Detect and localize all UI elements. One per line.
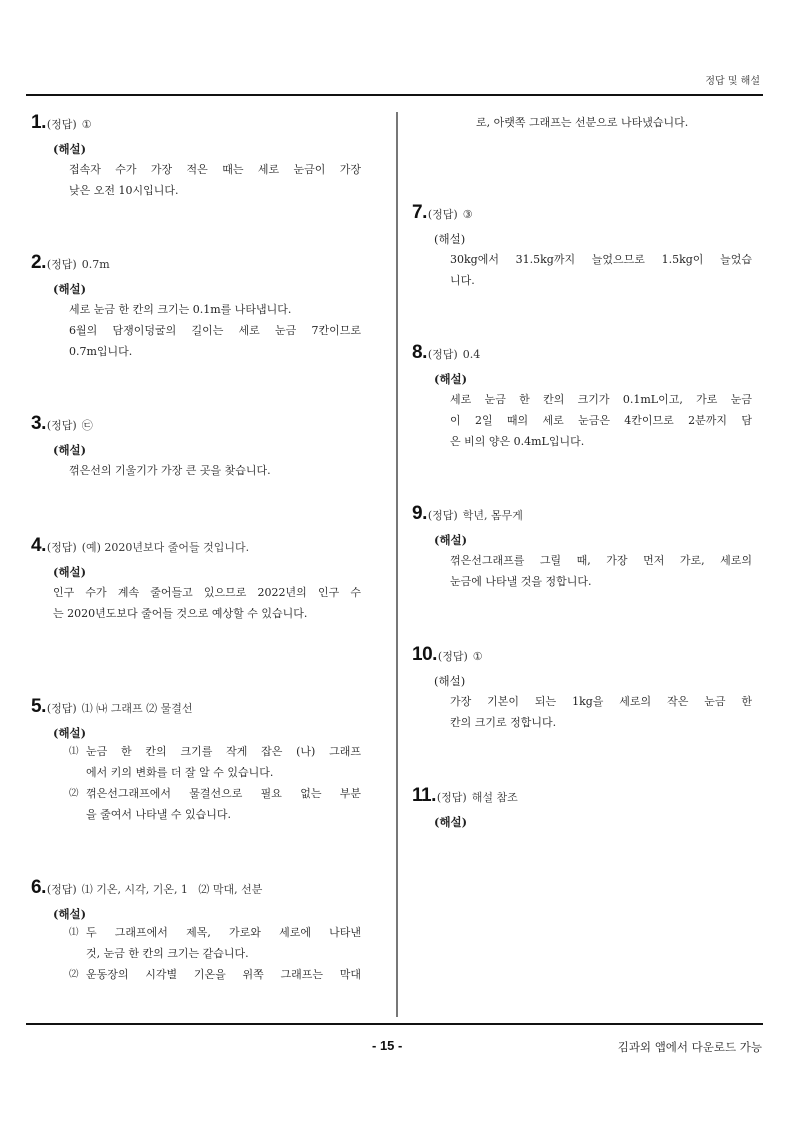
answer-label: (정답) (427, 208, 458, 221)
answer-label: (정답) (436, 791, 467, 804)
answer-label: (정답) (46, 541, 77, 554)
question-number: 6. (31, 877, 46, 898)
answer-value: ③ (462, 208, 473, 221)
explanation-item: ⑵ 운동장의 시각별 기온을 위쪽 그래프는 막대 (69, 968, 361, 981)
answer-label: (정답) (46, 118, 77, 131)
answer-label: (정답) (46, 702, 77, 715)
question-6-continuation (476, 112, 766, 133)
answer-value: 0.7m (81, 258, 110, 271)
explanation-text: 인구 수가 계속 줄어들고 있으므로 2022년의 인구 수 는 2020년도보다 줄어들 것으로 예상할 수 있습니다. (53, 586, 361, 620)
question-6 (31, 877, 361, 985)
question-1 (31, 112, 361, 201)
answer-value: 해설 참조 (471, 791, 518, 804)
answer-label: (정답) (46, 258, 77, 271)
explanation-label: (해설) (53, 907, 87, 921)
explanation-text: 가장 기본이 되는 1kg을 세로의 작은 눈금 한 칸의 크기로 정합니다. (450, 695, 752, 729)
question-9 (412, 503, 752, 592)
explanation-text: 꺾은선그래프를 그릴 때, 가장 먼저 가로, 세로의 눈금에 나타낼 것을 정합니다. (450, 554, 752, 588)
explanation-item: ⑴ 두 그래프에서 제목, 가로와 세로에 나타낸 것, 눈금 한 칸의 크기는 같습니다. (69, 926, 361, 960)
explanation-label: (해설) (434, 533, 468, 547)
question-number: 10. (412, 644, 437, 665)
answer-value: 학년, 몸무게 (462, 509, 523, 522)
answer-label: (정답) (437, 650, 468, 663)
footer-note: 김과외 앱에서 다운로드 가능 (617, 1040, 762, 1054)
question-7 (412, 202, 752, 291)
header-title: 정답 및 해설 (705, 76, 760, 87)
answer-label: (정답) (46, 419, 77, 432)
explanation-text: 세로 눈금 한 칸의 크기가 0.1mL이고, 가로 눈금 이 2일 때의 세로 눈금은 4칸이므로 2분까지 담 은 비의 양은 0.4mL입니다. (450, 393, 752, 448)
explanation-item: ⑴ 눈금 한 칸의 크기를 작게 잡은 (나) 그래프 에서 키의 변화를 더 잘 알 수 있습니다. (69, 745, 361, 779)
answer-label: (정답) (427, 509, 458, 522)
explanation-label: (해설) (434, 815, 468, 829)
question-number: 8. (412, 342, 427, 363)
explanation-text: 꺾은선의 기울기가 가장 큰 곳을 찾습니다. (69, 464, 271, 477)
explanation-item: ⑵ 꺾은선그래프에서 물결선으로 필요 없는 부분 을 줄여서 나타낼 수 있습니다. (69, 787, 361, 821)
question-number: 7. (412, 202, 427, 223)
question-number: 5. (31, 696, 46, 717)
question-8 (412, 342, 752, 452)
explanation-label: (해설) (434, 372, 468, 386)
column-divider (396, 112, 398, 1017)
answer-value: ㉢ (81, 419, 93, 432)
footer-rule (26, 1023, 763, 1025)
answer-value: ⑴ 기온, 시각, 기온, 1 ⑵ 막대, 선분 (81, 883, 263, 896)
answer-value: ① (81, 118, 92, 131)
question-3 (31, 413, 361, 481)
question-5 (31, 696, 361, 825)
question-number: 2. (31, 252, 46, 273)
explanation-label: (해설) (53, 443, 87, 457)
answer-label: (정답) (427, 348, 458, 361)
question-11 (412, 785, 752, 830)
explanation-label: (해설) (434, 232, 466, 246)
answer-value: ① (472, 650, 483, 663)
explanation-text: 세로 눈금 한 칸의 크기는 0.1m를 나타냅니다. 6월의 담쟁이덩굴의 길이는 세로 눈금 7칸이므로 0.7m입니다. (69, 303, 361, 358)
answer-label: (정답) (46, 883, 77, 896)
answer-value: 0.4 (462, 348, 481, 361)
question-4 (31, 535, 361, 624)
explanation-label: (해설) (434, 674, 466, 688)
explanation-label: (해설) (53, 565, 87, 579)
question-number: 9. (412, 503, 427, 524)
explanation-label: (해설) (53, 142, 87, 156)
answer-value: ⑴ ㈏ 그래프 ⑵ 물결선 (81, 702, 193, 715)
question-number: 4. (31, 535, 46, 556)
answer-value: (예) 2020년보다 줄어들 것입니다. (81, 541, 250, 554)
question-number: 3. (31, 413, 46, 434)
page-number: - 15 - (372, 1038, 403, 1053)
question-10 (412, 644, 752, 733)
header-rule (26, 94, 763, 96)
question-number: 1. (31, 112, 46, 133)
question-2 (31, 252, 361, 362)
explanation-text: 30kg에서 31.5kg까지 늘었으므로 1.5kg이 늘었습 니다. (450, 253, 752, 287)
question-number: 11. (412, 785, 436, 806)
explanation-label: (해설) (53, 282, 87, 296)
explanation-text: 접속자 수가 가장 적은 때는 세로 눈금이 가장 낮은 오전 10시입니다. (69, 163, 361, 197)
explanation-label: (해설) (53, 726, 87, 740)
explanation-text: 로, 아랫쪽 그래프는 선분으로 나타냈습니다. (476, 116, 689, 129)
